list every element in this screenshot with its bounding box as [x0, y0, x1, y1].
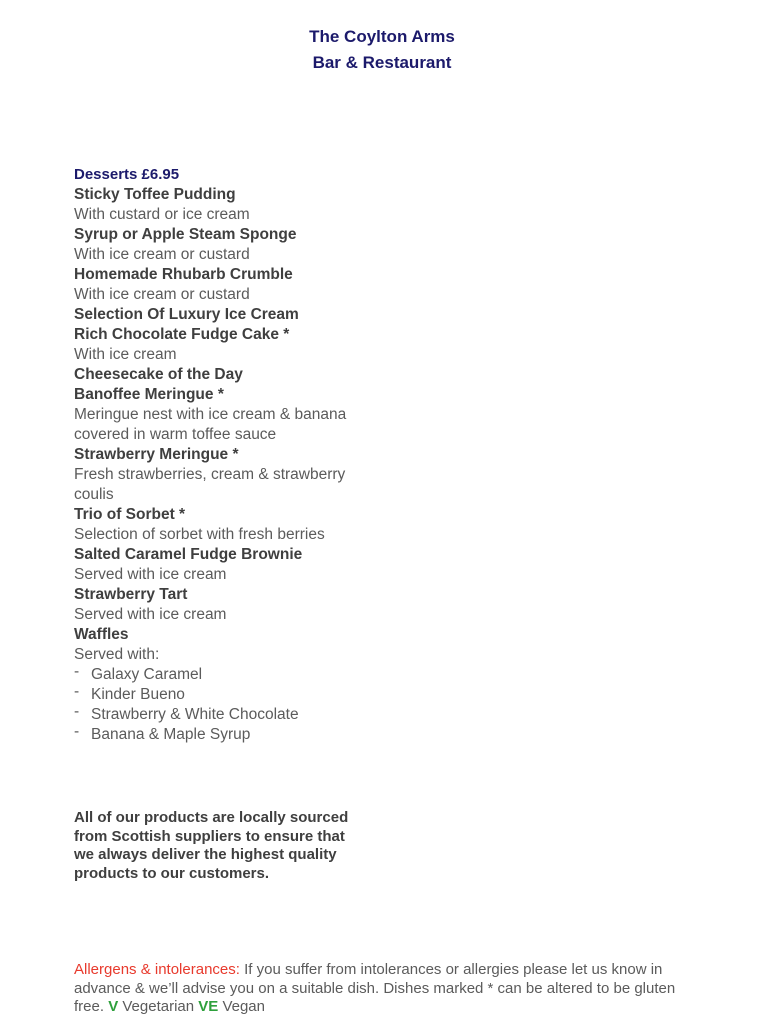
menu-item: [74, 545, 376, 585]
menu-item-name: Strawberry Meringue *: [74, 446, 239, 463]
menu-item: [74, 185, 376, 225]
menu-item: [74, 265, 376, 305]
menu-item-name: Syrup or Apple Steam Sponge: [74, 226, 297, 243]
menu-item: [74, 505, 376, 545]
vegan-badge: VE: [198, 998, 219, 1015]
allergens-text: If you suffer from intolerances or allergies please let us know in advance & we’ll advise you on a suitable dish. Dishes marked * can be altered to be gluten free.: [74, 961, 676, 1015]
menu-item-description: With custard or ice cream: [74, 206, 250, 223]
waffle-topping-label: Galaxy Caramel: [91, 666, 203, 683]
restaurant-title-line1: The Coylton Arms: [309, 27, 455, 46]
menu-item-description: Fresh strawberries, cream & strawberry coulis: [74, 466, 346, 503]
restaurant-title: [0, 24, 764, 76]
vegetarian-badge: V: [108, 998, 119, 1015]
menu-item-name: Cheesecake of the Day: [74, 366, 243, 383]
vegetarian-label: Vegetarian: [118, 998, 199, 1015]
waffle-topping-label: Banana & Maple Syrup: [91, 726, 251, 743]
section-title: Desserts £6.95: [74, 166, 180, 183]
vegan-label: Vegan: [218, 998, 265, 1015]
menu-item-name: Waffles: [74, 626, 129, 643]
waffle-topping-row: [74, 665, 376, 685]
menu-item-description: Selection of sorbet with fresh berries: [74, 526, 325, 543]
waffle-topping-row: [74, 705, 376, 725]
dash-bullet: -: [74, 683, 80, 700]
menu-item: [74, 325, 376, 365]
locally-sourced-note: All of our products are locally sourced from Scottish suppliers to ensure that we always deliver the highest quality products to our customers.: [74, 809, 349, 882]
waffle-topping-row: [74, 725, 376, 745]
menu-item-description: With ice cream or custard: [74, 246, 250, 263]
dash-bullet: -: [74, 703, 80, 720]
menu-items: [74, 185, 376, 745]
menu-item-name: Selection Of Luxury Ice Cream: [74, 306, 299, 323]
menu-item-description: With ice cream or custard: [74, 286, 250, 303]
menu-item-name: Sticky Toffee Pudding: [74, 186, 236, 203]
dash-bullet: -: [74, 723, 80, 740]
menu-item-name: Rich Chocolate Fudge Cake *: [74, 326, 290, 343]
menu-item-name: Trio of Sorbet *: [74, 506, 186, 523]
waffle-topping-label: Kinder Bueno: [91, 686, 185, 703]
menu-item: [74, 385, 376, 445]
menu-item-name: Banoffee Meringue *: [74, 386, 224, 403]
menu-item-description: With ice cream: [74, 346, 177, 363]
menu-item-description: Meringue nest with ice cream & banana covered in warm toffee sauce: [74, 406, 347, 443]
menu-item-description: Served with:: [74, 646, 160, 663]
menu-item-name: Salted Caramel Fudge Brownie: [74, 546, 303, 563]
desserts-section: [74, 165, 376, 745]
menu-item-description: Served with ice cream: [74, 606, 227, 623]
restaurant-title-line2: Bar & Restaurant: [312, 53, 452, 72]
menu-item: [74, 365, 376, 385]
dash-bullet: -: [74, 663, 80, 680]
allergens-note: [74, 961, 696, 1017]
menu-item-name: Homemade Rhubarb Crumble: [74, 266, 293, 283]
waffle-topping-row: [74, 685, 376, 705]
allergens-label: Allergens & intolerances:: [74, 961, 240, 978]
menu-item: [74, 585, 376, 625]
menu-item: [74, 625, 376, 745]
menu-item: [74, 305, 376, 325]
menu-item: [74, 225, 376, 265]
waffle-topping-label: Strawberry & White Chocolate: [91, 706, 299, 723]
menu-item-description: Served with ice cream: [74, 566, 227, 583]
menu-item-name: Strawberry Tart: [74, 586, 188, 603]
menu-item: [74, 445, 376, 505]
